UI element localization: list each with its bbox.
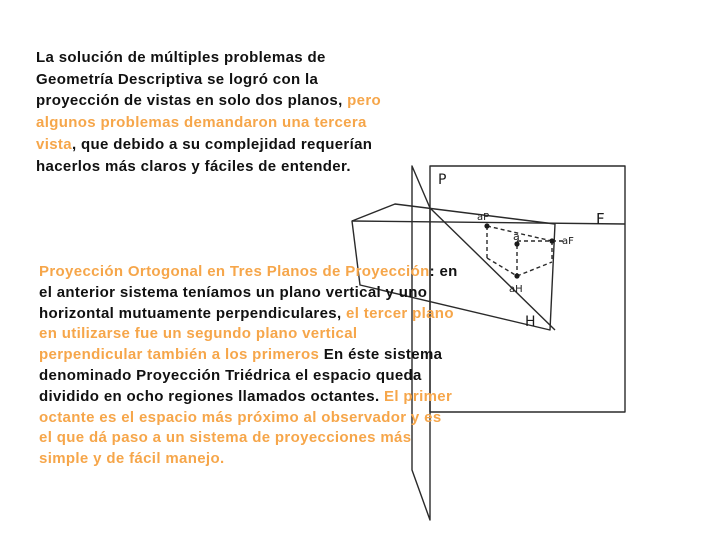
label-point-a: a xyxy=(513,230,520,243)
label-point-ap: aP xyxy=(477,212,490,223)
body-highlight-1: el tercer plano en utilizarse fue un segundo plano vertical perpendicular también a los primeros xyxy=(39,304,454,364)
projector-box-2 xyxy=(487,258,517,276)
point-ap xyxy=(484,223,489,228)
body-text-1: : en el anterior sistema teníamos un plano vertical y uno horizontal mutuamente perpendiculares, xyxy=(39,263,458,322)
point-ah xyxy=(514,273,519,278)
point-af xyxy=(549,238,554,243)
plane-f xyxy=(430,166,625,412)
intro-text-2: , que debido a su complejidad requerían hacerlos más claros y fáciles de entender. xyxy=(36,135,373,175)
label-point-af: aF xyxy=(562,236,574,247)
intro-highlight: pero algunos problemas demandaron una tercera vista xyxy=(36,92,382,153)
label-plane-h: H xyxy=(525,314,536,330)
body-heading: Proyección Ortogonal en Tres Planos de Proyección xyxy=(39,263,430,280)
body-highlight-2: El primer octante es el espacio más próximo al observador y es el que dá paso a un sistema de proyecciones más simple y de fácil manejo. xyxy=(39,387,453,468)
intro-text-1: La solución de múltiples problemas de Geometría Descriptiva se logró con la proyección de vistas en solo dos planos, xyxy=(36,49,348,110)
body-paragraph xyxy=(39,262,459,470)
projector-box-4 xyxy=(517,262,552,276)
label-plane-f: F xyxy=(596,210,605,228)
intro-paragraph xyxy=(36,47,406,177)
label-point-ah: aH xyxy=(509,284,523,295)
label-plane-p: P xyxy=(438,172,447,188)
body-text-2: En éste sistema denominado Proyección Triédrica el espacio queda dividido en ocho regiones llamados octantes. xyxy=(39,346,443,405)
